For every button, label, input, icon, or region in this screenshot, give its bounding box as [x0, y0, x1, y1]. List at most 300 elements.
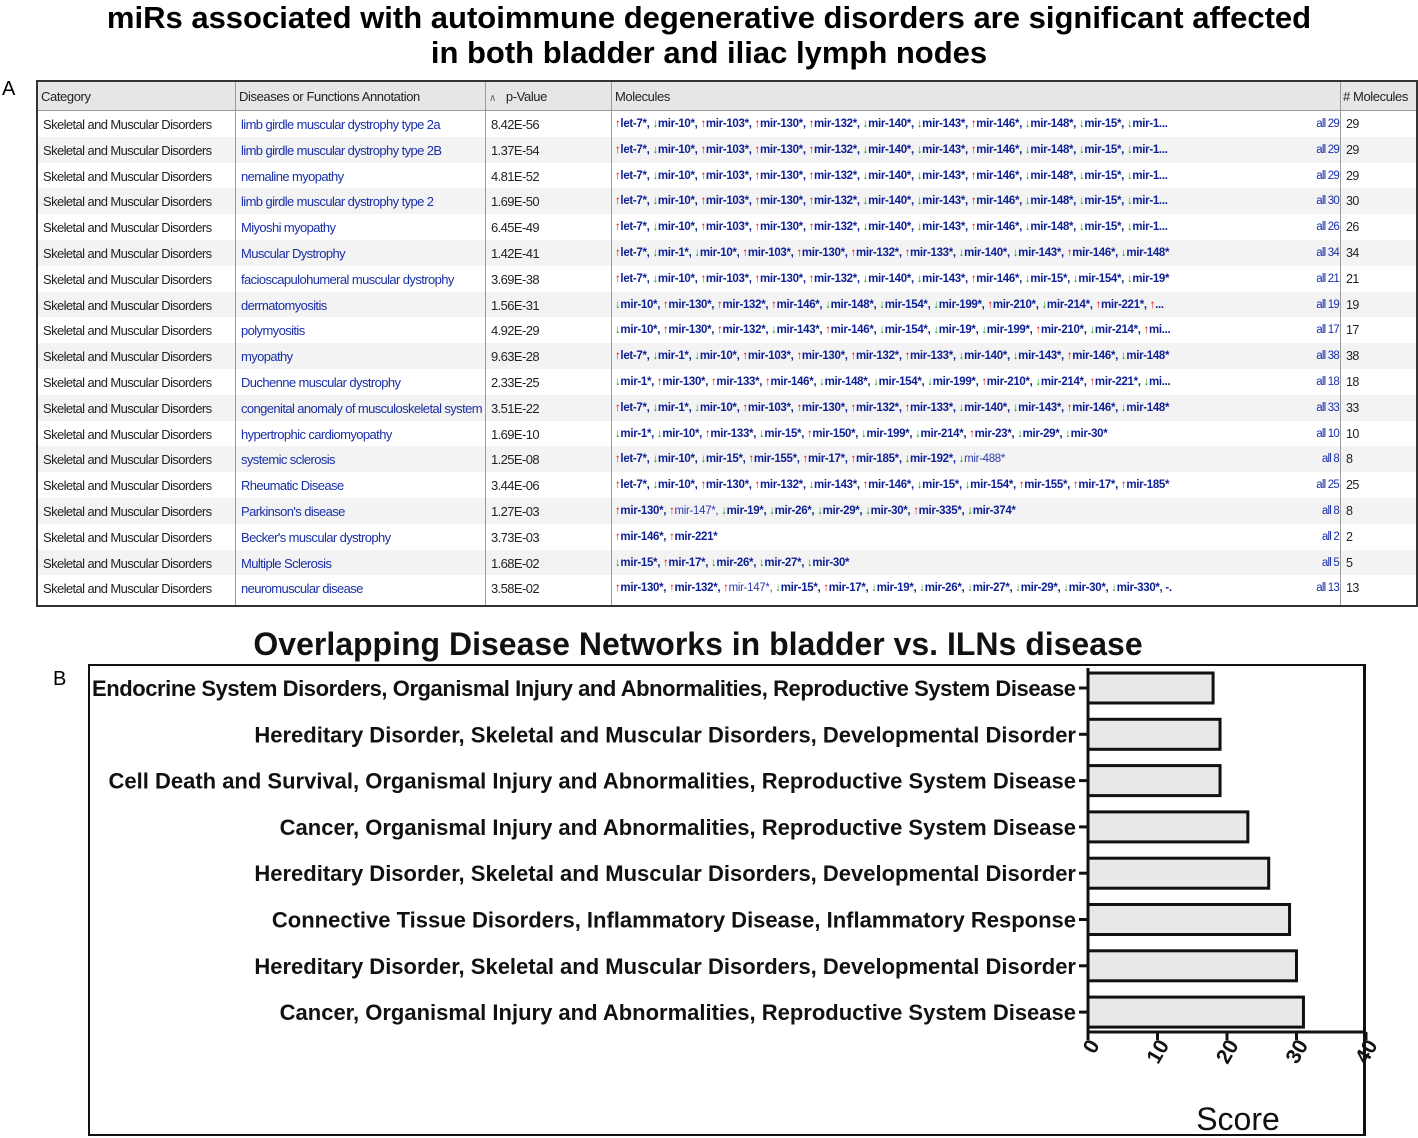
arrow-up-icon: ↑ — [808, 272, 815, 285]
arrow-up-icon: ↑ — [614, 272, 621, 285]
arrow-down-icon: ↓ — [771, 324, 777, 337]
arrow-down-icon: ↓ — [1024, 118, 1031, 130]
arrow-down-icon: ↓ — [865, 505, 871, 517]
arrow-up-icon: ↑ — [1066, 401, 1073, 414]
cell-pvalue: 9.63E-28 — [491, 349, 539, 365]
arrow-up-icon: ↑ — [700, 118, 706, 130]
arrow-up-icon: ↑ — [970, 143, 977, 156]
arrow-up-icon: ↑ — [700, 195, 706, 208]
arrow-down-icon: ↓ — [862, 221, 869, 234]
arrow-down-icon: ↓ — [1078, 169, 1085, 182]
arrow-down-icon: ↓ — [904, 453, 911, 466]
chart-title: Overlapping Disease Networks in bladder vs. ILNs disease — [253, 626, 1143, 662]
category-label: Connective Tissue Disorders, Inflammatory Disease, Inflammatory Response — [271, 907, 1076, 933]
figure-title-line-2: in both bladder and iliac lymph nodes — [430, 35, 988, 70]
arrow-up-icon: ↑ — [904, 247, 911, 259]
arrow-down-icon: ↓ — [1126, 195, 1133, 208]
arrow-down-icon: ↓ — [819, 376, 825, 388]
panel-label-a: A — [2, 78, 16, 100]
arrow-down-icon: ↓ — [1012, 350, 1019, 363]
arrow-up-icon: ↑ — [850, 453, 856, 466]
arrow-up-icon: ↑ — [614, 169, 621, 182]
cell-all-link[interactable]: all 29 — [1316, 169, 1339, 182]
cell-category: Skeletal and Muscular Disorders — [43, 555, 212, 571]
arrow-up-icon: ↑ — [970, 195, 977, 208]
arrow-down-icon: ↓ — [958, 401, 965, 414]
arrow-up-icon: ↑ — [808, 118, 815, 130]
cell-all-link[interactable]: all 33 — [1316, 401, 1339, 414]
arrow-up-icon: ↑ — [717, 298, 723, 311]
arrow-up-icon: ↑ — [823, 582, 829, 595]
arrow-up-icon: ↑ — [754, 169, 760, 182]
category-label: Hereditary Disorder, Skeletal and Muscular Disorders, Developmental Disorder — [254, 953, 1076, 979]
cell-all-link[interactable]: all 25 — [1316, 479, 1339, 492]
cell-all-link[interactable]: all 10 — [1316, 427, 1339, 440]
arrow-down-icon: ↓ — [652, 169, 658, 182]
cell-pvalue: 4.81E-52 — [491, 168, 539, 184]
arrow-down-icon: ↓ — [933, 324, 939, 337]
arrow-up-icon: ↑ — [754, 479, 760, 492]
arrow-down-icon: ↓ — [808, 479, 815, 492]
cell-count: 21 — [1346, 271, 1359, 286]
arrow-up-icon: ↑ — [970, 118, 977, 130]
cell-count: 29 — [1346, 168, 1359, 183]
cell-all-link[interactable]: all 5 — [1321, 556, 1339, 569]
arrow-up-icon: ↑ — [970, 221, 977, 234]
arrow-down-icon: ↓ — [758, 427, 765, 440]
arrow-down-icon: ↓ — [652, 143, 658, 156]
arrow-up-icon: ↑ — [704, 427, 711, 440]
cell-category: Skeletal and Muscular Disorders — [43, 246, 212, 261]
cell-molecules: ↑let-7*, ↓mir-1*, ↓mir-10*, ↑mir-103*, ↑mir-130*, ↑mir-132*, ↑mir-133*, ↓mir-140*, ↓mir-143*, ↑mir-146*, ↓mir-148* — [614, 401, 1170, 414]
cell-pvalue: 4.92E-29 — [491, 323, 539, 339]
arrow-up-icon: ↑ — [669, 505, 675, 517]
cell-disease-link[interactable]: Parkinson's disease — [241, 504, 345, 519]
arrow-down-icon: ↓ — [652, 272, 658, 285]
arrow-down-icon: ↓ — [1078, 118, 1085, 130]
arrow-up-icon: ↑ — [717, 324, 723, 337]
arrow-down-icon: ↓ — [1024, 169, 1031, 182]
arrow-up-icon: ↑ — [765, 376, 771, 388]
arrow-down-icon: ↓ — [775, 582, 781, 595]
arrow-up-icon: ↑ — [1035, 324, 1041, 337]
arrow-down-icon: ↓ — [1012, 401, 1019, 414]
arrow-up-icon: ↑ — [700, 143, 706, 156]
arrow-down-icon: ↓ — [862, 195, 869, 208]
cell-molecules: ↑let-7*, ↓mir-10*, ↑mir-103*, ↑mir-130*, ↑mir-132*, ↓mir-140*, ↓mir-143*, ↑mir-146*, ↓mir-148*, ↓mir-15*, ↓mir-1... — [614, 118, 1168, 130]
cell-disease-link[interactable]: facioscapulohumeral muscular dystrophy — [241, 271, 454, 287]
arrow-up-icon: ↑ — [825, 324, 831, 337]
cell-all-link[interactable]: all 2 — [1321, 530, 1339, 543]
cell-pvalue: 8.42E-56 — [491, 117, 539, 132]
cell-category: Skeletal and Muscular Disorders — [43, 349, 212, 365]
cell-disease-link[interactable]: Muscular Dystrophy — [241, 246, 346, 261]
arrow-down-icon: ↓ — [652, 247, 658, 259]
arrow-down-icon: ↓ — [1063, 582, 1069, 595]
arrow-up-icon: ↑ — [771, 298, 777, 311]
arrow-up-icon: ↑ — [1120, 479, 1127, 492]
cell-molecules: ↑mir-146*, ↑mir-221* — [614, 530, 718, 543]
arrow-down-icon: ↓ — [916, 143, 923, 156]
cell-disease-link[interactable]: Becker's muscular dystrophy — [241, 529, 391, 545]
arrow-down-icon: ↓ — [862, 143, 869, 156]
header-annotation[interactable]: Diseases or Functions Annotation — [236, 82, 486, 110]
cell-category: Skeletal and Muscular Disorders — [43, 426, 212, 442]
cell-count: 34 — [1346, 246, 1359, 260]
category-label: Cancer, Organismal Injury and Abnormalities, Reproductive System Disease — [279, 814, 1076, 840]
cell-disease-link[interactable]: neuromuscular disease — [241, 581, 363, 597]
arrow-up-icon: ↑ — [904, 350, 911, 363]
cell-category: Skeletal and Muscular Disorders — [43, 504, 212, 519]
arrow-down-icon: ↓ — [871, 582, 877, 595]
arrow-down-icon: ↓ — [862, 272, 869, 285]
cell-disease-link[interactable]: Miyoshi myopathy — [241, 220, 336, 236]
arrow-down-icon: ↓ — [806, 556, 813, 569]
x-tick-label: 0 — [1078, 1035, 1105, 1058]
cell-disease-link[interactable]: hypertrophic cardiomyopathy — [241, 426, 392, 442]
cell-category: Skeletal and Muscular Disorders — [43, 375, 212, 390]
arrow-down-icon: ↓ — [1078, 143, 1085, 156]
cell-count: 33 — [1346, 400, 1359, 415]
arrow-up-icon: ↑ — [796, 350, 802, 363]
arrow-down-icon: ↓ — [614, 298, 621, 311]
arrow-down-icon: ↓ — [614, 324, 621, 337]
cell-count: 26 — [1346, 220, 1359, 235]
cell-category: Skeletal and Muscular Disorders — [43, 220, 212, 236]
arrow-up-icon: ↑ — [710, 376, 717, 388]
arrow-down-icon: ↓ — [981, 324, 987, 337]
cell-count: 29 — [1346, 117, 1359, 131]
cell-category: Skeletal and Muscular Disorders — [43, 581, 212, 597]
arrow-down-icon: ↓ — [1143, 376, 1149, 388]
cell-count: 18 — [1346, 375, 1359, 389]
cell-molecules: ↑let-7*, ↓mir-10*, ↑mir-130*, ↑mir-132*, ↓mir-143*, ↑mir-146*, ↓mir-15*, ↓mir-154*, ↑mir-155*, ↑mir-17*, ↑mir-185* — [614, 479, 1170, 492]
cell-all-link[interactable]: all 38 — [1316, 350, 1339, 363]
arrow-down-icon: ↓ — [656, 427, 663, 440]
arrow-up-icon: ↑ — [1066, 350, 1073, 363]
category-label: Hereditary Disorder, Skeletal and Muscular Disorders, Developmental Disorder — [254, 861, 1076, 887]
cell-molecules: ↓mir-10*, ↑mir-130*, ↑mir-132*, ↑mir-146*, ↓mir-148*, ↓mir-154*, ↓mir-199*, ↑mir-210*, ↓mir-214*, ↑mir-221*, ↑... — [614, 298, 1164, 311]
arrow-down-icon: ↓ — [967, 505, 973, 517]
arrow-up-icon: ↑ — [614, 530, 621, 543]
cell-all-link[interactable]: all 29 — [1316, 143, 1339, 156]
arrow-down-icon: ↓ — [652, 118, 658, 130]
arrow-down-icon: ↓ — [1012, 247, 1019, 259]
bar — [1088, 812, 1248, 842]
cell-category: Skeletal and Muscular Disorders — [43, 271, 212, 287]
cell-molecules: ↑let-7*, ↓mir-10*, ↑mir-103*, ↑mir-130*, ↑mir-132*, ↓mir-140*, ↓mir-143*, ↑mir-146*, ↓mir-148*, ↓mir-15*, ↓mir-1... — [614, 169, 1168, 182]
arrow-down-icon: ↓ — [652, 453, 658, 466]
arrow-down-icon: ↓ — [1078, 195, 1085, 208]
arrow-up-icon: ↑ — [913, 505, 919, 517]
arrow-up-icon: ↑ — [614, 350, 621, 363]
cell-count: 8 — [1346, 452, 1353, 467]
cell-disease-link[interactable]: Rheumatic Disease — [241, 478, 344, 494]
cell-count: 10 — [1346, 426, 1359, 441]
arrow-down-icon: ↓ — [916, 169, 923, 182]
arrow-down-icon: ↓ — [958, 350, 965, 363]
cell-molecules: ↑let-7*, ↓mir-10*, ↑mir-103*, ↑mir-130*, ↑mir-132*, ↓mir-140*, ↓mir-143*, ↑mir-146*, ↓mir-15*, ↓mir-154*, ↓mir-19* — [614, 272, 1170, 285]
cell-disease-link[interactable]: dermatomyositis — [241, 297, 327, 313]
cell-pvalue: 1.69E-50 — [491, 194, 539, 210]
arrow-up-icon: ↑ — [656, 376, 663, 388]
arrow-down-icon: ↓ — [652, 350, 658, 363]
cell-disease-link[interactable]: Multiple Sclerosis — [241, 555, 332, 571]
arrow-down-icon: ↓ — [958, 247, 965, 259]
arrow-down-icon: ↓ — [694, 401, 700, 414]
arrow-up-icon: ↑ — [808, 169, 815, 182]
arrow-down-icon: ↓ — [1126, 118, 1133, 130]
arrow-down-icon: ↓ — [1035, 376, 1041, 388]
arrow-down-icon: ↓ — [652, 221, 658, 234]
cell-category: Skeletal and Muscular Disorders — [43, 117, 212, 132]
arrow-up-icon: ↑ — [796, 247, 802, 259]
arrow-down-icon: ↓ — [825, 298, 831, 311]
arrow-up-icon: ↑ — [806, 427, 813, 440]
arrow-up-icon: ↑ — [904, 401, 911, 414]
arrow-up-icon: ↑ — [614, 479, 621, 492]
cell-pvalue: 2.33E-25 — [491, 375, 539, 390]
arrow-down-icon: ↓ — [758, 556, 765, 569]
cell-disease-link[interactable]: systemic sclerosis — [241, 452, 335, 468]
arrow-up-icon: ↑ — [614, 401, 621, 414]
arrow-down-icon: ↓ — [1041, 298, 1047, 311]
cell-molecules: ↑let-7*, ↓mir-10*, ↓mir-15*, ↑mir-155*, ↑mir-17*, ↑mir-185*, ↓mir-192*, ↓mir-488* — [614, 453, 1006, 466]
bar — [1088, 951, 1297, 981]
arrow-down-icon: ↓ — [652, 195, 658, 208]
header-molecules[interactable]: Molecules — [612, 82, 1341, 110]
arrow-up-icon: ↑ — [850, 401, 856, 414]
arrow-down-icon: ↓ — [915, 427, 921, 440]
cell-molecules: ↑mir-130*, ↑mir-132*, ↑mir-147*, ↓mir-15*, ↑mir-17*, ↓mir-19*, ↓mir-26*, ↓mir-27*, ↓mir-29*, ↓mir-30*, ↓mir-330*, -. — [614, 582, 1172, 595]
arrow-down-icon: ↓ — [1015, 582, 1021, 595]
arrow-up-icon: ↑ — [700, 221, 706, 234]
cell-pvalue: 6.45E-49 — [491, 220, 539, 236]
arrow-down-icon: ↓ — [967, 582, 973, 595]
cell-disease-link[interactable]: limb girdle muscular dystrophy type 2B — [241, 142, 442, 158]
arrow-up-icon: ↑ — [754, 118, 760, 130]
bar — [1088, 858, 1269, 888]
arrow-down-icon: ↓ — [614, 376, 621, 388]
cell-all-link[interactable]: all 8 — [1321, 453, 1339, 466]
arrow-up-icon: ↑ — [1095, 298, 1102, 311]
arrow-down-icon: ↓ — [769, 505, 775, 517]
arrow-down-icon: ↓ — [916, 118, 923, 130]
arrow-down-icon: ↓ — [862, 118, 869, 130]
cell-disease-link[interactable]: nemaline myopathy — [241, 168, 344, 184]
cell-all-link[interactable]: all 19 — [1316, 298, 1339, 311]
cell-molecules: ↑let-7*, ↓mir-1*, ↓mir-10*, ↑mir-103*, ↑mir-130*, ↑mir-132*, ↑mir-133*, ↓mir-140*, ↓mir-143*, ↑mir-146*, ↓mir-148* — [614, 350, 1170, 363]
arrow-down-icon: ↓ — [721, 505, 727, 517]
cell-count: 29 — [1346, 142, 1359, 157]
arrow-down-icon: ↓ — [916, 479, 923, 492]
x-axis-label: Score — [1196, 1101, 1280, 1137]
cell-molecules: ↑let-7*, ↓mir-10*, ↑mir-103*, ↑mir-130*, ↑mir-132*, ↓mir-140*, ↓mir-143*, ↑mir-146*, ↓mir-148*, ↓mir-15*, ↓mir-1... — [614, 221, 1168, 234]
cell-all-link[interactable]: all 21 — [1316, 272, 1339, 285]
cell-pvalue: 1.42E-41 — [491, 246, 539, 261]
bar — [1088, 766, 1220, 796]
bar — [1088, 905, 1290, 935]
cell-molecules: ↓mir-10*, ↑mir-130*, ↑mir-132*, ↓mir-143*, ↑mir-146*, ↓mir-154*, ↓mir-19*, ↓mir-199*, ↑mir-210*, ↓mir-214*, ↑mi... — [614, 324, 1171, 337]
cell-molecules: ↑mir-130*, ↑mir-147*, ↓mir-19*, ↓mir-26*, ↓mir-29*, ↓mir-30*, ↑mir-335*, ↓mir-374* — [614, 505, 1016, 517]
cell-disease-link[interactable]: myopathy — [241, 349, 293, 365]
arrow-up-icon: ↑ — [754, 221, 760, 234]
category-label: Hereditary Disorder, Skeletal and Muscular Disorders, Developmental Disorder — [254, 722, 1076, 748]
arrow-up-icon: ↑ — [669, 530, 675, 543]
x-tick-label: 30 — [1281, 1035, 1314, 1068]
cell-disease-link[interactable]: limb girdle muscular dystrophy type 2a — [241, 117, 441, 132]
arrow-down-icon: ↓ — [1126, 272, 1133, 285]
arrow-up-icon: ↑ — [850, 247, 856, 259]
arrow-down-icon: ↓ — [873, 376, 879, 388]
arrow-down-icon: ↓ — [958, 453, 965, 466]
cell-all-link[interactable]: all 26 — [1316, 221, 1339, 234]
cell-all-link[interactable]: all 34 — [1316, 247, 1339, 259]
cell-count: 19 — [1346, 297, 1359, 312]
figure-title-line-1: miRs associated with autoimmune degenerative disorders are significant affected — [106, 0, 1312, 35]
cell-count: 2 — [1346, 529, 1353, 544]
cell-all-link[interactable]: all 30 — [1316, 195, 1339, 208]
arrow-up-icon: ↑ — [669, 582, 675, 595]
cell-category: Skeletal and Muscular Disorders — [43, 297, 212, 313]
arrow-down-icon: ↓ — [1126, 169, 1133, 182]
arrow-up-icon: ↑ — [742, 247, 748, 259]
arrow-down-icon: ↓ — [964, 479, 971, 492]
arrow-down-icon: ↓ — [652, 401, 658, 414]
arrow-down-icon: ↓ — [916, 195, 923, 208]
arrow-down-icon: ↓ — [879, 298, 885, 311]
cell-count: 30 — [1346, 194, 1359, 209]
cell-all-link[interactable]: all 8 — [1321, 505, 1339, 517]
arrow-up-icon: ↑ — [808, 195, 815, 208]
arrow-up-icon: ↑ — [754, 143, 760, 156]
sort-ascending-icon: ∧ — [489, 93, 496, 104]
cell-count: 5 — [1346, 555, 1353, 570]
cell-molecules: ↑let-7*, ↓mir-1*, ↓mir-10*, ↑mir-103*, ↑mir-130*, ↑mir-132*, ↑mir-133*, ↓mir-140*, ↓mir-143*, ↑mir-146*, ↓mir-148* — [614, 247, 1170, 259]
arrow-up-icon: ↑ — [970, 169, 977, 182]
cell-molecules: ↑let-7*, ↓mir-10*, ↑mir-103*, ↑mir-130*, ↑mir-132*, ↓mir-140*, ↓mir-143*, ↑mir-146*, ↓mir-148*, ↓mir-15*, ↓mir-1... — [614, 143, 1168, 156]
arrow-down-icon: ↓ — [1024, 143, 1031, 156]
cell-category: Skeletal and Muscular Disorders — [43, 168, 212, 184]
arrow-down-icon: ↓ — [694, 247, 700, 259]
cell-pvalue: 3.69E-38 — [491, 271, 539, 287]
arrow-up-icon: ↑ — [614, 505, 621, 517]
arrow-up-icon: ↑ — [802, 453, 808, 466]
cell-pvalue: 1.27E-03 — [491, 504, 539, 519]
arrow-up-icon: ↑ — [614, 118, 621, 130]
arrow-down-icon: ↓ — [694, 350, 700, 363]
arrow-up-icon: ↑ — [614, 453, 621, 466]
arrow-up-icon: ↑ — [1018, 479, 1025, 492]
arrow-up-icon: ↑ — [754, 272, 760, 285]
arrow-down-icon: ↓ — [817, 505, 823, 517]
arrow-up-icon: ↑ — [742, 401, 748, 414]
arrow-up-icon: ↑ — [614, 247, 621, 259]
cell-all-link[interactable]: all 13 — [1316, 582, 1339, 595]
cell-disease-link[interactable]: Duchenne muscular dystrophy — [241, 375, 401, 390]
arrow-down-icon: ↓ — [1024, 221, 1031, 234]
cell-category: Skeletal and Muscular Disorders — [43, 142, 212, 158]
cell-all-link[interactable]: all 18 — [1316, 376, 1339, 388]
x-tick-label: 20 — [1211, 1035, 1244, 1068]
category-label: Endocrine System Disorders, Organismal Injury and Abnormalities, Reproductive System Disease — [92, 676, 1076, 701]
arrow-down-icon: ↓ — [1120, 247, 1127, 259]
arrow-up-icon: ↑ — [1149, 298, 1156, 311]
arrow-down-icon: ↓ — [1120, 350, 1127, 363]
cell-count: 13 — [1346, 581, 1359, 596]
arrow-up-icon: ↑ — [796, 401, 802, 414]
arrow-down-icon: ↓ — [1120, 401, 1127, 414]
cell-count: 25 — [1346, 478, 1359, 493]
cell-count: 38 — [1346, 349, 1359, 364]
bar — [1088, 997, 1303, 1027]
arrow-down-icon: ↓ — [614, 427, 621, 440]
arrow-down-icon: ↓ — [710, 556, 717, 569]
x-tick-label: 10 — [1142, 1035, 1175, 1068]
bar — [1088, 719, 1220, 749]
arrow-down-icon: ↓ — [916, 272, 923, 285]
arrow-down-icon: ↓ — [1065, 427, 1071, 440]
arrow-down-icon: ↓ — [879, 324, 885, 337]
arrow-up-icon: ↑ — [754, 195, 760, 208]
arrow-up-icon: ↑ — [700, 272, 706, 285]
arrow-up-icon: ↑ — [662, 298, 669, 311]
arrow-up-icon: ↑ — [742, 350, 748, 363]
cell-pvalue: 1.37E-54 — [491, 142, 539, 158]
arrow-up-icon: ↑ — [614, 221, 621, 234]
cell-category: Skeletal and Muscular Disorders — [43, 452, 212, 468]
arrow-up-icon: ↑ — [614, 582, 621, 595]
cell-disease-link[interactable]: polymyositis — [241, 323, 305, 339]
cell-molecules: ↑let-7*, ↓mir-10*, ↑mir-103*, ↑mir-130*, ↑mir-132*, ↓mir-140*, ↓mir-143*, ↑mir-146*, ↓mir-148*, ↓mir-15*, ↓mir-1... — [614, 195, 1168, 208]
category-label: Cancer, Organismal Injury and Abnormalities, Reproductive System Disease — [279, 1000, 1076, 1026]
arrow-up-icon: ↑ — [808, 143, 815, 156]
arrow-up-icon: ↑ — [970, 272, 977, 285]
arrow-down-icon: ↓ — [919, 582, 925, 595]
arrow-up-icon: ↑ — [1066, 247, 1073, 259]
cell-disease-link[interactable]: congenital anomaly of musculoskeletal system — [241, 400, 482, 416]
cell-category: Skeletal and Muscular Disorders — [43, 529, 212, 545]
arrow-down-icon: ↓ — [1024, 195, 1031, 208]
x-tick-label: 40 — [1350, 1035, 1383, 1068]
arrow-down-icon: ↓ — [1111, 582, 1117, 595]
cell-count: 17 — [1346, 323, 1359, 338]
cell-all-link[interactable]: all 29 — [1316, 118, 1339, 130]
cell-pvalue: 1.68E-02 — [491, 555, 539, 571]
header-count[interactable]: # Molecules — [1341, 82, 1418, 110]
cell-molecules: ↓mir-15*, ↑mir-17*, ↓mir-26*, ↓mir-27*, ↓mir-30* — [614, 556, 850, 569]
cell-category: Skeletal and Muscular Disorders — [43, 478, 212, 494]
cell-pvalue: 3.73E-03 — [491, 529, 539, 545]
arrow-down-icon: ↓ — [916, 221, 923, 234]
arrow-up-icon: ↑ — [700, 169, 706, 182]
arrow-down-icon: ↓ — [1089, 324, 1095, 337]
cell-pvalue: 1.56E-31 — [491, 297, 539, 313]
arrow-down-icon: ↓ — [1017, 427, 1023, 440]
arrow-up-icon: ↑ — [614, 143, 621, 156]
arrow-down-icon: ↓ — [614, 556, 621, 569]
arrow-up-icon: ↑ — [987, 298, 993, 311]
cell-disease-link[interactable]: limb girdle muscular dystrophy type 2 — [241, 194, 434, 210]
arrow-up-icon: ↑ — [1089, 376, 1095, 388]
arrow-down-icon: ↓ — [1024, 272, 1031, 285]
arrow-up-icon: ↑ — [723, 582, 729, 595]
header-category[interactable]: Category — [38, 82, 236, 110]
cell-all-link[interactable]: all 17 — [1316, 324, 1339, 337]
arrow-up-icon: ↑ — [969, 427, 975, 440]
cell-category: Skeletal and Muscular Disorders — [43, 194, 212, 210]
cell-molecules: ↓mir-1*, ↓mir-10*, ↑mir-133*, ↓mir-15*, ↑mir-150*, ↓mir-199*, ↓mir-214*, ↑mir-23*, ↓mir-29*, ↓mir-30* — [614, 427, 1108, 440]
